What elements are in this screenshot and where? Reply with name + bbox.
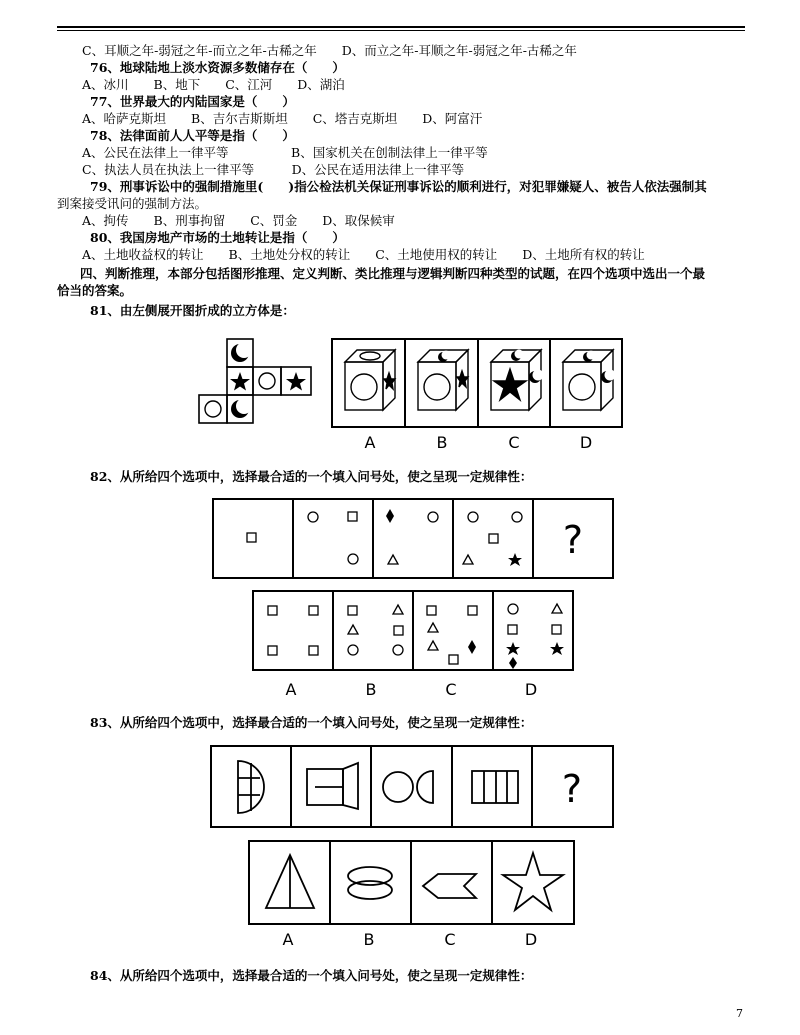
circle-icon — [468, 512, 478, 522]
circle-icon — [308, 512, 318, 522]
section4-heading-line1: 四、判断推理，本部分包括图形推理、定义判断、类比推理与逻辑判断四种类型的试题，在四个选项中选出一个最 — [80, 266, 706, 281]
square-icon — [247, 533, 256, 542]
q80-options: A、土地收益权的转让 B、土地处分权的转让 C、土地使用权的转让 D、土地所有权的转让 — [82, 247, 645, 262]
q77-stem: 77、世界最大的内陆国家是（ ） — [90, 94, 295, 109]
q78-options-ab: A、公民在法律上一律平等 B、国家机关在创制法律上一律平等 — [82, 145, 488, 160]
cube-option-b — [418, 350, 468, 410]
circle-icon — [348, 554, 358, 564]
page-number: 7 — [736, 1007, 743, 1020]
circle-icon — [512, 512, 522, 522]
q83-label-d: D — [524, 930, 538, 949]
moon-icon — [231, 342, 252, 362]
star-icon — [508, 553, 522, 566]
q78-options-cd: C、执法人员在执法上一律平等 D、公民在适用法律上一律平等 — [82, 162, 465, 177]
q82-stem: 82、从所给四个选项中，选择最合适的一个填入问号处，使之呈现一定规律性： — [90, 469, 533, 484]
q81-label-b: B — [436, 433, 448, 452]
square-icon — [489, 534, 498, 543]
cube-option-a — [345, 350, 395, 410]
star-icon — [230, 372, 250, 391]
header-rule-thin — [57, 30, 745, 31]
q82-options-row — [252, 590, 574, 672]
question-mark: ? — [561, 767, 583, 811]
q79-options: A、拘传 B、刑事拘留 C、罚金 D、取保候审 — [82, 213, 395, 228]
q83-label-a: A — [282, 930, 294, 949]
q83-options-row — [248, 840, 575, 926]
triangle-icon — [388, 555, 398, 564]
q82-label-c: C — [445, 680, 457, 699]
q79-stem-line1: 79、刑事诉讼中的强制措施里( )指公检法机关保证刑事诉讼的顺利进行，对犯罪嫌疑人、被告人依法强制其 — [90, 179, 707, 194]
q79-stem-line2: 到案接受讯问的强制方法。 — [57, 196, 208, 211]
q75-options: C、耳顺之年-弱冠之年-而立之年-古稀之年 D、而立之年-耳顺之年-弱冠之年-古稀之年 — [82, 43, 577, 58]
q76-options: A、冰川 B、地下 C、江河 D、湖泊 — [82, 77, 345, 92]
q83-label-c: C — [444, 930, 456, 949]
q81-figure — [195, 337, 625, 432]
net-face-circle-left — [199, 395, 227, 423]
circle-icon — [259, 373, 275, 389]
q81-label-a: A — [364, 433, 376, 452]
q83-question-row — [210, 745, 615, 829]
q78-stem: 78、法律面前人人平等是指（ ） — [90, 128, 295, 143]
circle-icon — [428, 512, 438, 522]
question-mark: ? — [562, 518, 584, 562]
q82-label-d: D — [524, 680, 538, 699]
diamond-icon — [386, 509, 394, 523]
q77-options: A、哈萨克斯坦 B、吉尔吉斯斯坦 C、塔吉克斯坦 D、阿富汗 — [82, 111, 483, 126]
q82-label-a: A — [285, 680, 297, 699]
cube-option-c — [491, 350, 544, 411]
star-icon — [286, 372, 306, 391]
q81-label-c: C — [508, 433, 520, 452]
square-icon — [348, 512, 357, 521]
cube-option-d — [563, 350, 616, 410]
header-rule-thick — [57, 26, 745, 28]
section4-heading-line2: 恰当的答案。 — [57, 283, 133, 298]
q81-stem: 81、由左侧展开图折成的立方体是： — [90, 303, 295, 318]
q82-question-row — [212, 498, 614, 580]
q82-label-b: B — [365, 680, 377, 699]
triangle-icon — [463, 555, 473, 564]
net-face-circle — [253, 367, 281, 395]
q76-stem: 76、地球陆地上淡水资源多数储存在（ ） — [90, 60, 345, 75]
circle-icon — [205, 401, 221, 417]
q83-stem: 83、从所给四个选项中，选择最合适的一个填入问号处，使之呈现一定规律性： — [90, 715, 533, 730]
q80-stem: 80、我国房地产市场的土地转让是指（ ） — [90, 230, 345, 245]
moon-icon — [231, 398, 252, 418]
q84-stem: 84、从所给四个选项中，选择最合适的一个填入问号处，使之呈现一定规律性： — [90, 968, 533, 983]
q81-label-d: D — [579, 433, 593, 452]
q83-label-b: B — [363, 930, 375, 949]
